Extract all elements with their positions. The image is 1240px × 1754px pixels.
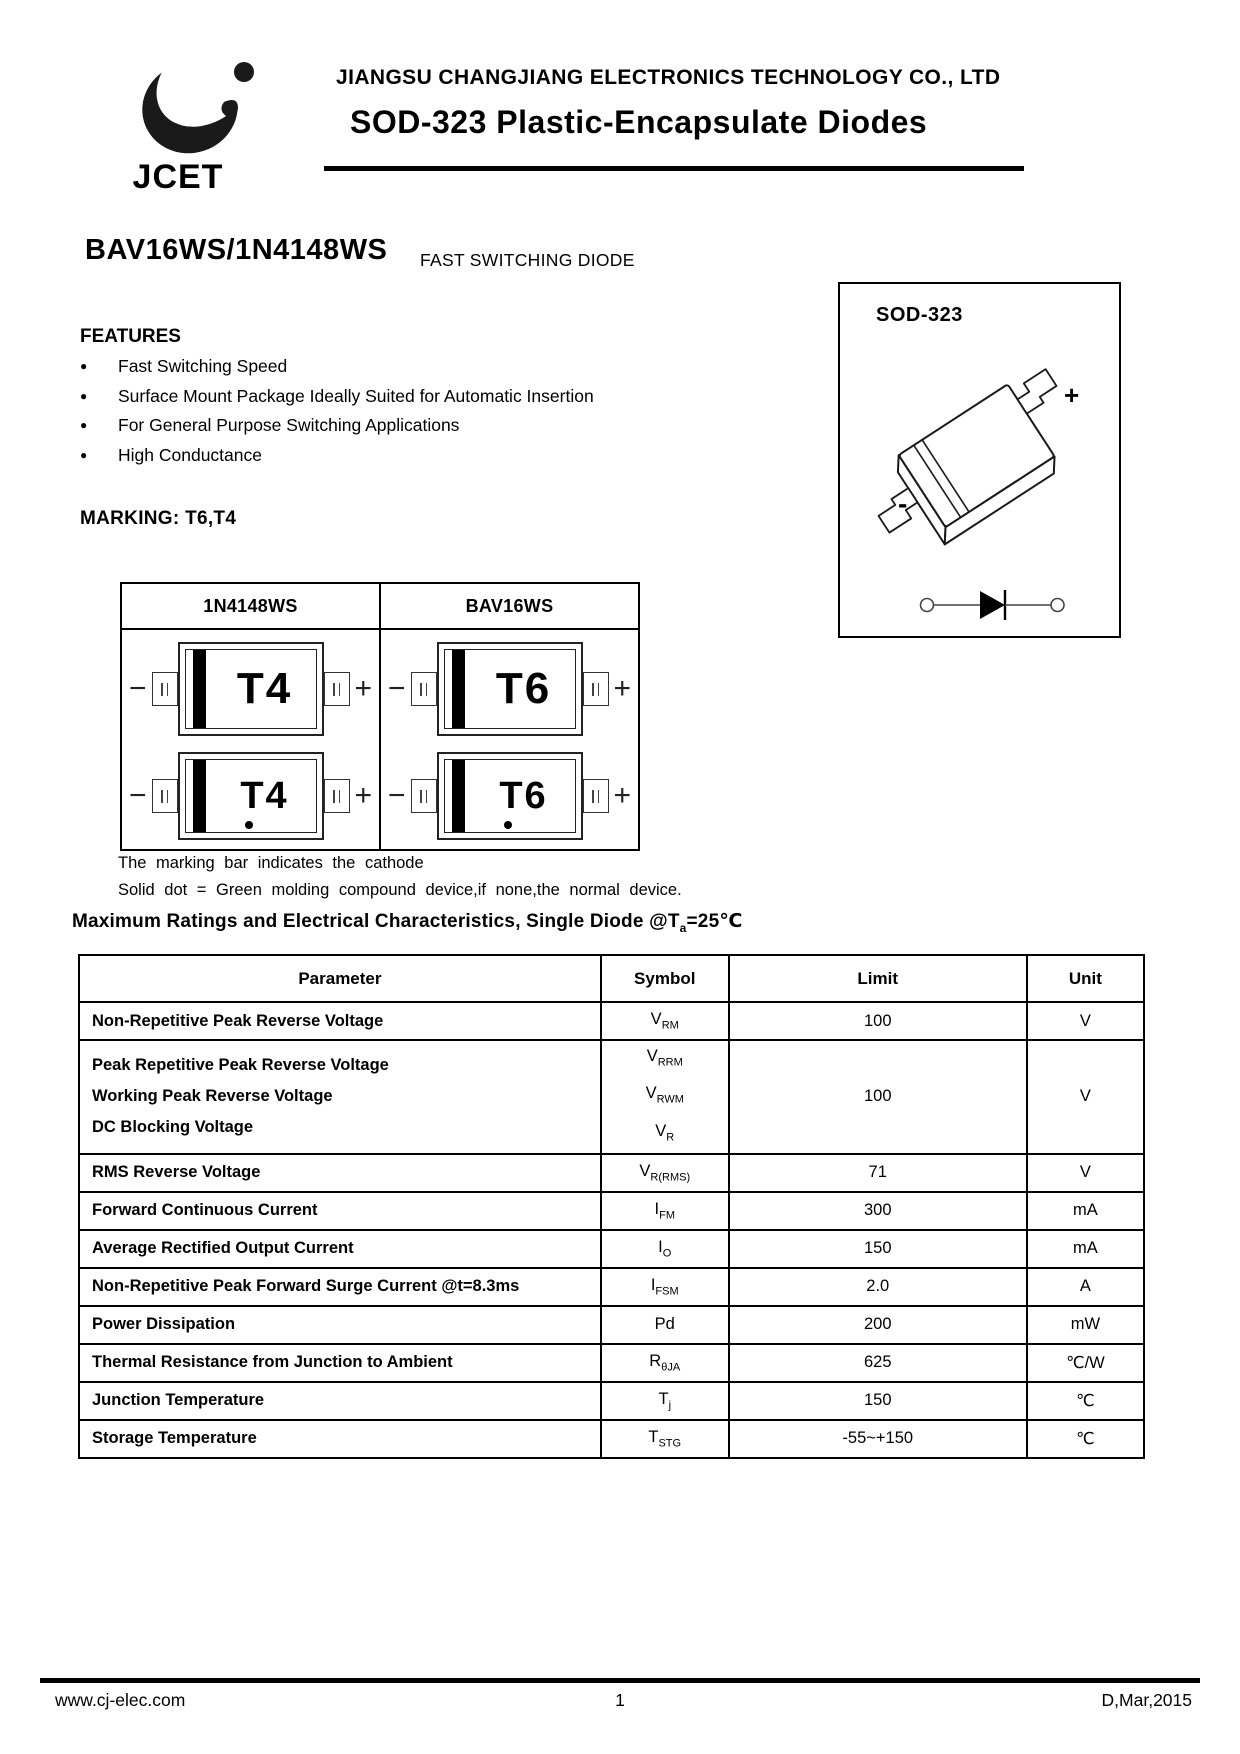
package-name-label: SOD-323 <box>876 304 963 326</box>
parameter-line: Working Peak Reverse Voltage <box>92 1087 333 1106</box>
unit-cell: V <box>1027 1040 1144 1154</box>
symbol-subscript: FSM <box>655 1285 679 1298</box>
symbol-cell <box>601 1306 729 1344</box>
symbol <box>602 1162 728 1183</box>
package-body <box>178 642 324 736</box>
ratings-row <box>79 1192 1144 1230</box>
symbol-cell <box>601 1268 729 1306</box>
lead-tick <box>339 683 341 696</box>
parameter-line: Junction Temperature <box>92 1391 265 1410</box>
ratings-row <box>79 1002 1144 1040</box>
marking-code: T6 <box>473 760 575 832</box>
package-body <box>437 752 583 840</box>
jcet-logo-icon <box>128 50 264 162</box>
ratings-heading: Maximum Ratings and Electrical Characteristics, Single Diode $@T_a=25℃$ <box>72 911 743 935</box>
parameter-line: Storage Temperature <box>92 1429 257 1448</box>
ratings-row <box>79 1306 1144 1344</box>
lead-tick <box>592 790 594 803</box>
part-subtitle: FAST SWITCHING DIODE <box>420 250 635 270</box>
symbol-cell <box>601 1002 729 1040</box>
package-marking-drawing <box>124 752 377 840</box>
ratings-row <box>79 1154 1144 1192</box>
limit-cell: 200 <box>729 1306 1027 1344</box>
marking-col-1n4148ws: 1N4148WS <box>121 583 380 629</box>
package-body <box>178 752 324 840</box>
unit-cell: mA <box>1027 1192 1144 1230</box>
limit-cell: -55~+150 <box>729 1420 1027 1458</box>
minus-sign: − <box>128 779 147 812</box>
parameter-cell <box>79 1002 601 1040</box>
bullet-icon: ● <box>80 418 88 432</box>
limit-cell: 625 <box>729 1344 1027 1382</box>
lead-tick <box>426 683 428 696</box>
parameter-line: DC Blocking Voltage <box>92 1118 254 1137</box>
symbol-base: I <box>654 1200 660 1219</box>
unit-cell: ℃ <box>1027 1420 1144 1458</box>
symbol-subscript: STG <box>658 1437 682 1450</box>
parameter-line: Thermal Resistance from Junction to Ambient <box>92 1353 453 1372</box>
lead-tick <box>598 790 600 803</box>
limit-cell: 150 <box>729 1230 1027 1268</box>
ratings-header-parameter: Parameter <box>79 955 601 1002</box>
limit-cell: 300 <box>729 1192 1027 1230</box>
parameter-cell <box>79 1344 601 1382</box>
cathode-minus-label: - <box>898 488 908 519</box>
parameter-cell <box>79 1382 601 1420</box>
parameter-line: Non-Repetitive Peak Reverse Voltage <box>92 1011 384 1030</box>
package-outline-box <box>838 282 1121 638</box>
package-body-inner <box>185 759 317 833</box>
symbol-cell <box>601 1382 729 1420</box>
parameter-cell <box>79 1040 601 1154</box>
parameter-line: Power Dissipation <box>92 1315 236 1334</box>
symbol-base: V <box>650 1010 662 1029</box>
parameter-cell <box>79 1306 601 1344</box>
lead-tick <box>426 790 428 803</box>
marking-heading: MARKING: T6,T4 <box>80 508 237 529</box>
parameter-line: Peak Repetitive Peak Reverse Voltage <box>92 1056 389 1075</box>
symbol-base: I <box>650 1276 656 1295</box>
unit-cell: ℃ <box>1027 1382 1144 1420</box>
marking-code: T6 <box>495 664 552 713</box>
symbol-base: V <box>655 1121 667 1140</box>
symbol-subscript: RM <box>661 1019 679 1032</box>
symbol-base: V <box>645 1084 657 1103</box>
marking-code: T4 <box>214 760 316 832</box>
lead-tick <box>339 790 341 803</box>
unit-cell: mW <box>1027 1306 1144 1344</box>
package-lead <box>324 672 350 706</box>
symbol-base: I <box>658 1238 663 1257</box>
footer-website: www.cj-elec.com <box>55 1690 186 1710</box>
lead-tick <box>333 683 335 696</box>
package-lead <box>583 779 609 813</box>
package-3d-drawing <box>848 346 1108 566</box>
symbol-base: R <box>649 1352 662 1371</box>
parameter-cell <box>79 1420 601 1458</box>
package-lead <box>152 779 178 813</box>
ratings-header-unit: Unit <box>1027 955 1144 1002</box>
package-lead <box>324 779 350 813</box>
symbol <box>602 1010 728 1031</box>
package-marking-drawing <box>383 752 636 840</box>
symbol-subscript: j <box>668 1399 672 1412</box>
symbol <box>602 1200 728 1221</box>
feature-text: For General Purpose Switching Applications <box>118 415 460 435</box>
feature-item <box>80 386 680 416</box>
title-underline <box>324 166 1024 171</box>
marking-table <box>120 582 640 851</box>
diode-symbol <box>840 584 1121 626</box>
symbol-base: T <box>648 1428 659 1447</box>
package-body <box>437 642 583 736</box>
ratings-header-symbol: Symbol <box>601 955 729 1002</box>
marking-notes <box>118 850 682 904</box>
cathode-bar <box>452 760 465 832</box>
package-body-inner <box>185 649 317 729</box>
symbol-cell <box>601 1344 729 1382</box>
symbol-base: V <box>646 1047 658 1065</box>
minus-sign: − <box>387 672 406 705</box>
part-number: BAV16WS/1N4148WS <box>85 234 388 266</box>
symbol <box>602 1041 728 1078</box>
footer-page-number: 1 <box>615 1690 625 1710</box>
symbol-cell <box>601 1420 729 1458</box>
parameter-line: Average Rectified Output Current <box>92 1239 354 1258</box>
symbol-base: Pd <box>654 1315 675 1334</box>
ratings-row <box>79 1420 1144 1458</box>
symbol <box>602 1352 728 1373</box>
note-green-dot: Solid dot = Green molding compound device,if none,the normal device. <box>118 881 682 899</box>
minus-sign: − <box>128 672 147 705</box>
symbol-subscript: R(RMS) <box>650 1171 691 1184</box>
symbol <box>602 1315 728 1334</box>
ratings-row <box>79 1382 1144 1420</box>
symbol-cell <box>601 1230 729 1268</box>
parameter-line: Forward Continuous Current <box>92 1201 318 1220</box>
ratings-row <box>79 1268 1144 1306</box>
symbol-subscript: O <box>662 1247 672 1260</box>
cathode-bar <box>193 650 206 728</box>
feature-item <box>80 415 680 445</box>
package-lead <box>411 672 437 706</box>
unit-cell: V <box>1027 1154 1144 1192</box>
symbol <box>602 1276 728 1297</box>
parameter-line: Non-Repetitive Peak Forward Surge Current @t=8.3ms <box>92 1277 520 1296</box>
limit-cell: 100 <box>729 1002 1027 1040</box>
green-compound-dot <box>504 821 512 829</box>
logo-text: JCET <box>132 158 224 196</box>
limit-cell: 100 <box>729 1040 1027 1154</box>
parameter-line: RMS Reverse Voltage <box>92 1163 261 1182</box>
lead-tick <box>420 683 422 696</box>
symbol-base: T <box>658 1390 669 1409</box>
feature-item <box>80 356 680 386</box>
plus-sign: + <box>613 779 632 812</box>
symbol-subscript: RWM <box>656 1093 684 1106</box>
symbol-cell <box>601 1040 729 1154</box>
lead-tick <box>333 790 335 803</box>
symbol-subscript: FM <box>659 1209 675 1222</box>
parameter-cell <box>79 1230 601 1268</box>
unit-cell: A <box>1027 1268 1144 1306</box>
symbol-cell <box>601 1192 729 1230</box>
lead-tick <box>161 683 163 696</box>
footer-revision-date: D,Mar,2015 <box>1101 1690 1192 1710</box>
lead-tick <box>420 790 422 803</box>
limit-cell: 150 <box>729 1382 1027 1420</box>
cathode-bar <box>452 650 465 728</box>
symbol-cell <box>601 1154 729 1192</box>
parameter-cell <box>79 1268 601 1306</box>
marking-col-bav16ws: BAV16WS <box>380 583 639 629</box>
features-heading: FEATURES <box>80 326 181 347</box>
feature-text: Surface Mount Package Ideally Suited for Automatic Insertion <box>118 385 594 406</box>
footer-rule <box>40 1678 1200 1683</box>
bullet-icon: ● <box>80 359 88 373</box>
doc-title: SOD-323 Plastic-Encapsulate Diodes <box>350 104 928 140</box>
symbol-subscript: RRM <box>657 1056 683 1069</box>
feature-item <box>80 445 680 475</box>
feature-text: Fast Switching Speed <box>118 356 288 376</box>
symbol-base: V <box>639 1162 651 1181</box>
symbol <box>602 1390 728 1411</box>
marking-code: T4 <box>236 664 293 713</box>
lead-tick <box>167 683 169 696</box>
minus-sign: − <box>387 779 406 812</box>
symbol-subscript: θJA <box>661 1361 681 1374</box>
package-lead <box>411 779 437 813</box>
plus-sign: + <box>354 779 373 812</box>
ratings-row <box>79 1230 1144 1268</box>
lead-tick <box>598 683 600 696</box>
marking-cell-1n4148ws <box>122 630 379 840</box>
package-marking-drawing <box>124 642 377 736</box>
package-body-inner <box>444 649 576 729</box>
features-list <box>80 356 680 474</box>
unit-cell: mA <box>1027 1230 1144 1268</box>
plus-sign: + <box>613 672 632 705</box>
package-lead <box>152 672 178 706</box>
note-cathode: The marking bar indicates the cathode <box>118 854 424 872</box>
package-lead <box>583 672 609 706</box>
lead-tick <box>161 790 163 803</box>
anode-plus-label: + <box>1064 380 1080 410</box>
symbol <box>602 1428 728 1449</box>
symbol <box>602 1238 728 1259</box>
ratings-header-limit: Limit <box>729 955 1027 1002</box>
package-marking-drawing <box>383 642 636 736</box>
symbol <box>602 1116 728 1153</box>
lead-tick <box>592 683 594 696</box>
unit-cell: V <box>1027 1002 1144 1040</box>
ratings-table <box>78 954 1145 1459</box>
symbol <box>602 1078 728 1115</box>
feature-text: High Conductance <box>118 444 262 465</box>
limit-cell: 71 <box>729 1154 1027 1192</box>
lead-tick <box>167 790 169 803</box>
unit-cell: ℃/W <box>1027 1344 1144 1382</box>
company-name: JIANGSU CHANGJIANG ELECTRONICS TECHNOLOGY CO., LTD <box>336 66 1001 89</box>
parameter-cell <box>79 1192 601 1230</box>
marking-cell-bav16ws <box>381 630 638 840</box>
limit-cell: 2.0 <box>729 1268 1027 1306</box>
green-compound-dot <box>245 821 253 829</box>
parameter-cell <box>79 1154 601 1192</box>
bullet-icon: ● <box>80 388 88 403</box>
ratings-row <box>79 1040 1144 1154</box>
symbol-subscript: R <box>666 1130 675 1143</box>
plus-sign: + <box>354 672 373 705</box>
bullet-icon: ● <box>80 447 88 462</box>
ratings-row <box>79 1344 1144 1382</box>
package-body-inner <box>444 759 576 833</box>
cathode-bar <box>193 760 206 832</box>
